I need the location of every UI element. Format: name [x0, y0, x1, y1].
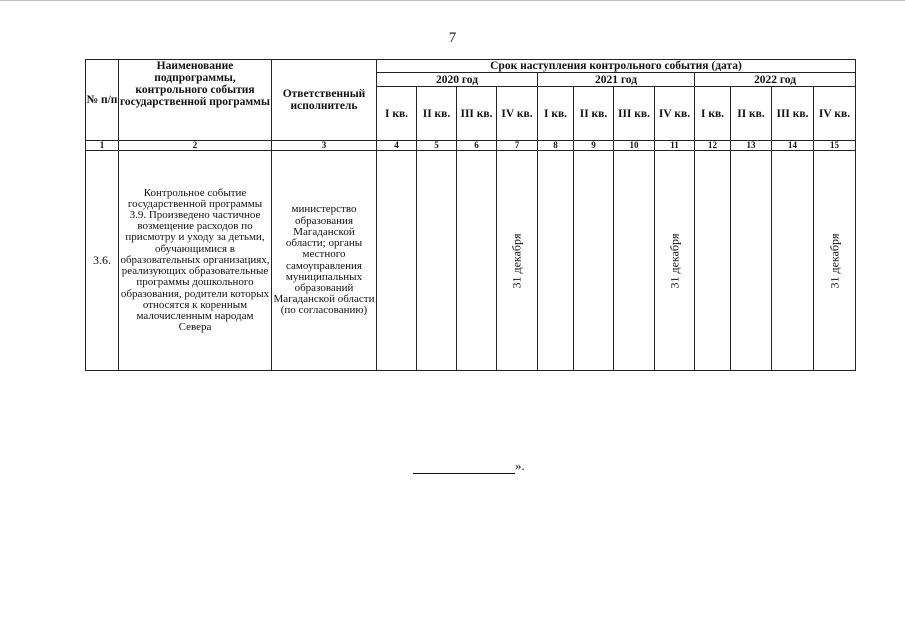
header-quarter: I кв. — [538, 87, 574, 141]
header-quarter: III кв. — [457, 87, 497, 141]
closing-mark — [413, 458, 525, 474]
date-text: 31 декабря — [827, 232, 841, 289]
column-number: 12 — [695, 141, 731, 151]
signature-line — [413, 461, 515, 474]
page-number: 7 — [448, 30, 457, 46]
column-number: 5 — [417, 141, 457, 151]
header-year-2020: 2020 год — [377, 73, 538, 87]
closing-quote: ». — [515, 458, 525, 473]
event-name: Контрольное событие государственной программы 3.9. Произведено частичное возмещение расходов по присмотру и уходу за детьми, обучающимися в образовательных организациях, реализующих образовательные программы дошкольного образования, родители которых относятся к коренным малочисленным народам Севера — [119, 151, 272, 371]
date-cell — [731, 151, 772, 371]
date-cell — [457, 151, 497, 371]
header-quarter: III кв. — [614, 87, 655, 141]
column-number: 15 — [814, 141, 856, 151]
header-quarter: IV кв. — [814, 87, 856, 141]
date-cell — [614, 151, 655, 371]
column-number: 4 — [377, 141, 417, 151]
header-name: Наименование подпрограммы, контрольного события государственной программы — [119, 60, 272, 141]
header-deadline: Срок наступления контрольного события (дата) — [377, 60, 856, 73]
header-quarter: II кв. — [731, 87, 772, 141]
date-text: 31 декабря — [509, 232, 524, 289]
column-number: 2 — [119, 141, 272, 151]
header-quarter: IV кв. — [497, 87, 538, 141]
column-number: 8 — [538, 141, 574, 151]
date-cell — [574, 151, 614, 371]
header-quarter: II кв. — [574, 87, 614, 141]
date-cell — [417, 151, 457, 371]
column-number: 3 — [272, 141, 377, 151]
date-text: 31 декабря — [667, 232, 681, 289]
header-quarter: I кв. — [377, 87, 417, 141]
header-quarter: I кв. — [695, 87, 731, 141]
column-number: 14 — [772, 141, 814, 151]
date-cell — [772, 151, 814, 371]
date-cell — [814, 151, 856, 371]
top-rule — [0, 0, 905, 1]
column-number: 7 — [497, 141, 538, 151]
responsible-executor: министерство образования Магаданской области; органы местного самоуправления муниципальных образований Магаданской области (по согласованию) — [272, 151, 377, 371]
header-year-2022: 2022 год — [695, 73, 856, 87]
column-number: 6 — [457, 141, 497, 151]
control-events-table — [85, 59, 856, 371]
header-quarter: IV кв. — [655, 87, 695, 141]
header-quarter: III кв. — [772, 87, 814, 141]
date-cell — [695, 151, 731, 371]
column-number: 1 — [86, 141, 119, 151]
header-executor: Ответственный исполнитель — [272, 60, 377, 141]
date-cell — [497, 151, 538, 371]
column-number: 11 — [655, 141, 695, 151]
column-number: 10 — [614, 141, 655, 151]
header-quarter: II кв. — [417, 87, 457, 141]
date-cell — [377, 151, 417, 371]
column-number: 13 — [731, 141, 772, 151]
header-no: № п/п — [86, 60, 119, 141]
header-year-2021: 2021 год — [538, 73, 695, 87]
date-cell — [538, 151, 574, 371]
column-number: 9 — [574, 141, 614, 151]
date-cell — [655, 151, 695, 371]
row-number: 3.6. — [86, 151, 119, 371]
